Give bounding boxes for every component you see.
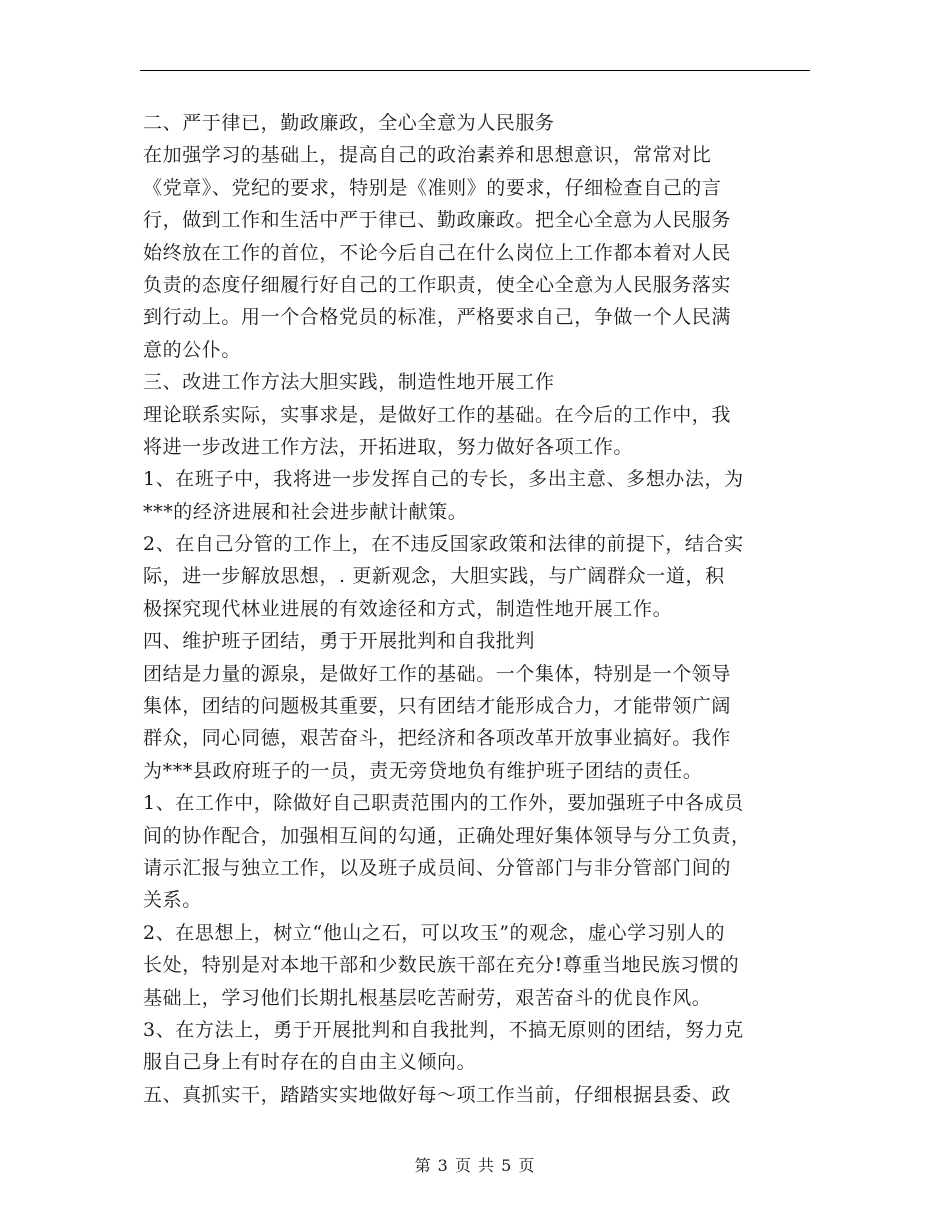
text-line: 请示汇报与独立工作，以及班子成员间、分管部门与非分管部门间的 <box>143 856 732 879</box>
text-line: 1、在班子中，我将进一步发挥自己的专长，多出主意、多想办法，为 <box>143 468 744 491</box>
text-line: 极探究现代林业进展的有效途径和方式，制造性地开展工作。 <box>143 597 673 620</box>
text-line: 二、严于律已，勤政廉政，全心全意为人民服务 <box>143 112 555 134</box>
text-line: 三、改进工作方法大胆实践，制造性地开展工作 <box>143 371 555 394</box>
text-line: 意的公仆。 <box>143 338 242 361</box>
text-line: 际，进一步解放思想，. 更新观念，大胆实践，与广阔群众一道，积 <box>143 565 725 588</box>
text-line: 1、在工作中，除做好自己职责范围内的工作外，要加强班子中各成员 <box>143 792 744 815</box>
text-line: 为***县政府班子的一员，责无旁贷地负有维护班子团结的责任。 <box>143 759 703 782</box>
text-line: 3、在方法上，勇于开展批判和自我批判，不搞无原则的团结，努力克 <box>143 1018 744 1041</box>
text-line: 负责的态度仔细履行好自己的工作职责，使全心全意为人民服务落实 <box>143 273 732 296</box>
text-line: 始终放在工作的首位，不论今后自己在什么岗位上工作都本着对人民 <box>143 241 732 264</box>
text-line: 五、真抓实干，踏踏实实地做好每～项工作当前，仔细根据县委、政 <box>143 1083 732 1106</box>
text-line: 关系。 <box>143 889 202 912</box>
text-line: 基础上，学习他们长期扎根基层吃苦耐劳，艰苦奋斗的优良作风。 <box>143 986 712 1009</box>
text-line: 在加强学习的基础上，提高自己的政治素养和思想意识，常常对比 <box>143 144 712 167</box>
page-number: 第 3 页 共 5 页 <box>414 1156 536 1175</box>
document-body <box>143 107 813 1111</box>
text-line: 到行动上。用一个合格党员的标准，严格要求自己，争做一个人民满 <box>143 306 732 329</box>
text-line: 理论联系实际，实事求是，是做好工作的基础。在今后的工作中，我 <box>143 403 732 426</box>
text-line: 间的协作配合，加强相互间的勾通，正确处理好集体领导与分工负责， <box>143 824 751 847</box>
text-line: 服自己身上有时存在的自由主义倾向。 <box>143 1051 477 1074</box>
text-line: 《党章》、党纪的要求，特别是《准则》的要求，仔细检查自己的言 <box>143 176 722 199</box>
text-line: 2、在思想上，树立“他山之石，可以攻玉”的观念，虚心学习别人的 <box>143 921 726 944</box>
text-line: 集体，团结的问题极其重要，只有团结才能形成合力，才能带领广阔 <box>143 695 732 718</box>
text-line: 群众，同心同德，艰苦奋斗，把经济和各项改革开放事业搞好。我作 <box>143 727 732 750</box>
text-line: 2、在自己分管的工作上，在不违反国家政策和法律的前提下，结合实 <box>143 533 744 556</box>
header-rule <box>140 70 810 71</box>
text-line: ***的经济进展和社会进步献计献策。 <box>143 500 468 523</box>
text-line: 长处，特别是对本地干部和少数民族干部在充分!尊重当地民族习惯的 <box>143 954 740 977</box>
text-line: 将进一步改进工作方法，开拓进取，努力做好各项工作。 <box>143 435 634 458</box>
text-line: 团结是力量的源泉，是做好工作的基础。一个集体，特别是一个领导 <box>143 662 732 685</box>
text-line: 四、维护班子团结，勇于开展批判和自我批判 <box>143 630 536 653</box>
text-line: 行，做到工作和生活中严于律已、勤政廉政。把全心全意为人民服务 <box>143 209 732 232</box>
